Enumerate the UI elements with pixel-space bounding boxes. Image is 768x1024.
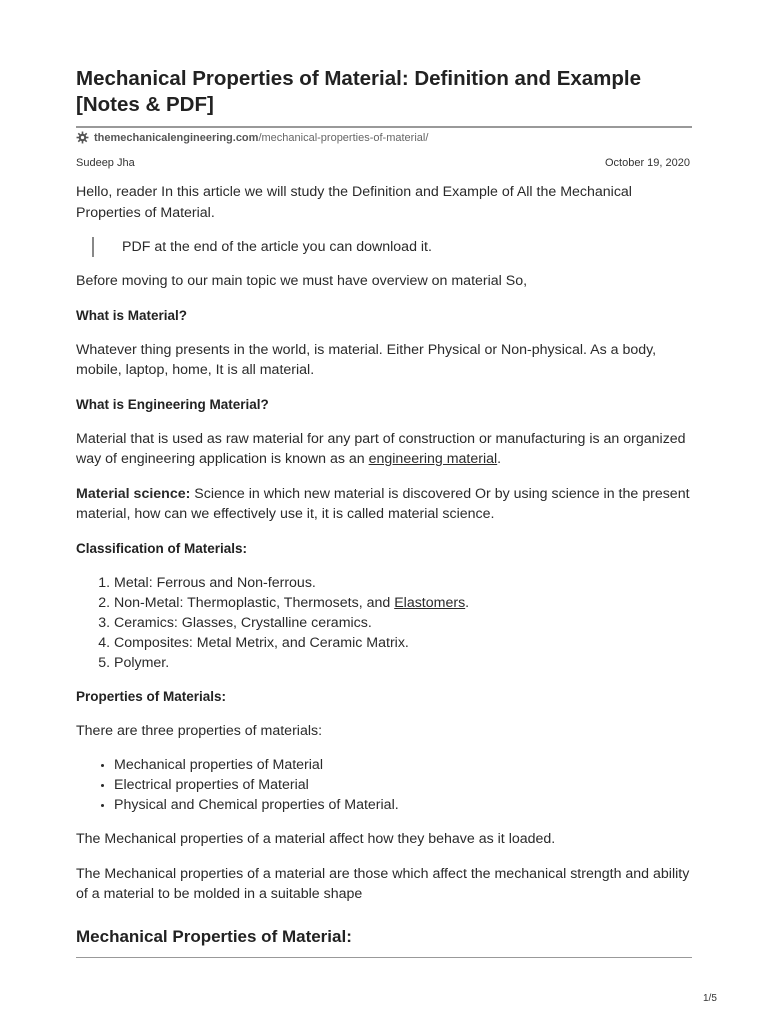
list-item: 4. Composites: Metal Metrix, and Ceramic Matrix. [114,633,692,653]
list-item [114,593,692,613]
classification-list [76,573,692,673]
overview-paragraph: Before moving to our main topic we must have overview on material So, [76,273,528,289]
affect-paragraph: The Mechanical properties of a material affect how they behave as it loaded. [76,831,556,847]
source-path[interactable]: /mechanical-properties-of-material/ [258,132,429,144]
material-science-label: Material science: [76,485,191,502]
engineering-material-text: Material that is used as raw material for any part of construction or manufacturing is an organized way of engineering application is known as an [76,430,686,467]
list-item: 5. Polymer. [114,653,692,673]
engineering-material-paragraph [76,429,692,470]
list-item: • Electrical properties of Material [114,775,692,795]
source-domain[interactable]: themechanicalengineering.com [94,132,259,144]
heading-engineering-material: What is Engineering Material? [76,396,269,412]
article-title: Mechanical Properties of Material: Definition and Example [Notes & PDF] [76,67,642,116]
heading-mechanical-properties: Mechanical Properties of Material: [76,926,352,946]
heading-classification: Classification of Materials: [76,540,248,556]
list-item: 3. Ceramics: Glasses, Crystalline ceramics. [114,613,692,633]
source-line [76,131,428,145]
strength-paragraph: The Mechanical properties of a material are those which affect the mechanical strength and ability of a material to be molded in a suitable shape [76,865,690,902]
article-body [76,182,692,947]
three-properties-paragraph: There are three properties of materials: [76,722,323,739]
material-science-text: Science in which new material is discovered Or by using science in the present material, how can we effectively use it, it is called material science. [76,485,690,522]
heading-properties: Properties of Materials: [76,688,227,704]
gear-icon [76,131,89,144]
material-science-paragraph [76,484,692,525]
publish-date: October 19, 2020 [604,157,690,169]
author: Sudeep Jha [76,157,135,169]
properties-list [76,755,692,815]
pdf-note-quote: PDF at the end of the article you can download it. [92,237,692,257]
page-number: 1/5 [703,993,717,1004]
title-divider [76,126,692,128]
list-item: • Physical and Chemical properties of Material. [114,795,692,815]
list-item: 1. Metal: Ferrous and Non-ferrous. [114,573,692,593]
engineering-material-period: . [497,451,502,467]
elastomers-link[interactable]: Elastomers [394,594,466,611]
list-item: • Mechanical properties of Material [114,755,692,775]
section-divider [76,957,692,958]
list-item-period: . [465,594,470,611]
byline [76,156,692,170]
material-paragraph: Whatever thing presents in the world, is material. Either Physical or Non-physical. As a body, mobile, laptop, home, It is all material. [76,341,657,378]
heading-what-is-material: What is Material? [76,307,188,323]
list-item-text: Non-Metal: Thermoplastic, Thermosets, and [114,594,395,611]
engineering-material-link[interactable]: engineering material [368,451,498,467]
intro-paragraph: Hello, reader In this article we will study the Definition and Example of All the Mechanical Properties of Material. [76,184,632,221]
